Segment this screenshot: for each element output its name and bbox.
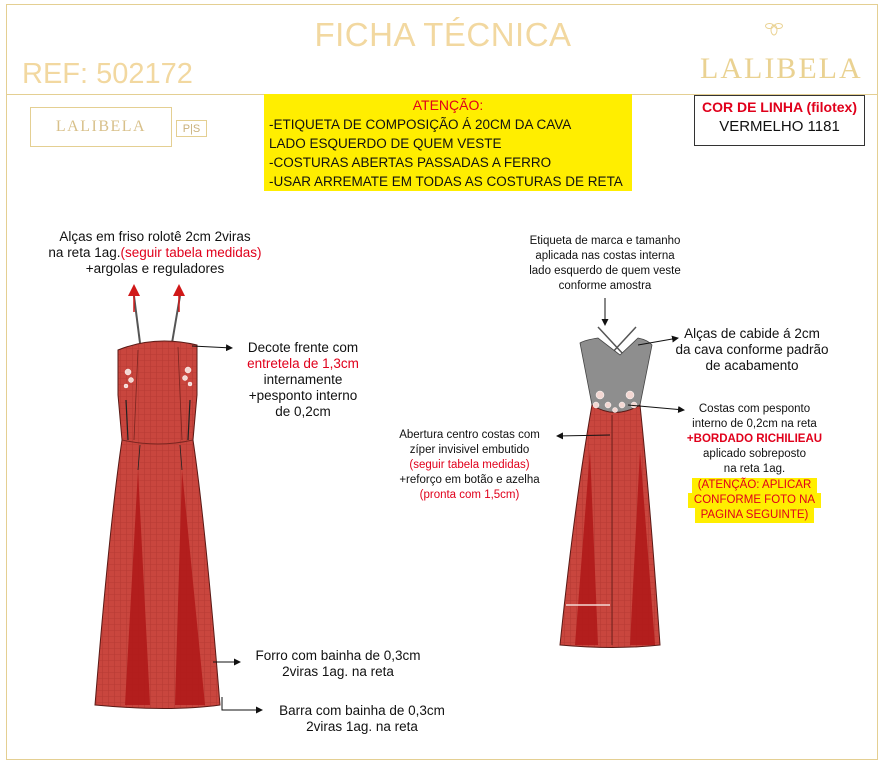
note-line: interno de 0,2cm na reta <box>692 418 817 430</box>
lining-note <box>238 648 438 680</box>
note-highlight: +BORDADO RICHILIEAU <box>686 433 823 445</box>
note-line: +reforço em botão e azelha <box>399 474 540 486</box>
note-line: Alças em friso rolotê 2cm 2viras <box>59 229 251 244</box>
warning-line: CONFORME FOTO NA <box>688 493 821 508</box>
note-line: Decote frente com <box>247 340 359 355</box>
attention-line: -USAR ARREMATE EM TODAS AS COSTURAS DE RETA <box>269 174 623 189</box>
note-line: internamente <box>263 372 343 387</box>
thread-color-value: VERMELHO 1181 <box>719 118 840 135</box>
note-line: Etiqueta de marca e tamanho <box>529 235 681 247</box>
note-line: Abertura centro costas com <box>399 429 540 441</box>
note-line: de acabamento <box>705 358 799 373</box>
note-line: Barra com bainha de 0,3cm <box>279 703 445 718</box>
attention-line: -COSTURAS ABERTAS PASSADAS A FERRO <box>269 155 552 170</box>
warning-line: (ATENÇÃO: APLICAR <box>692 478 818 493</box>
note-line: Costas com pesponto <box>698 403 811 415</box>
thread-color-title: COR DE LINHA (filotex) <box>701 99 858 115</box>
note-line: aplicado sobreposto <box>703 448 806 460</box>
brand-label-tag: LALIBELA <box>30 107 172 147</box>
page-title: FICHA TÉCNICA <box>314 16 572 53</box>
note-highlight: (seguir tabela medidas) <box>409 459 530 471</box>
note-line: de 0,2cm <box>275 404 331 419</box>
note-line: aplicada nas costas interna <box>535 250 675 262</box>
reference-code: REF: 502172 <box>22 58 193 90</box>
hem-note <box>262 703 462 735</box>
note-line: lado esquerdo de quem veste <box>529 265 681 277</box>
note-line: 2viras 1ag. na reta <box>306 719 418 734</box>
note-line: 2viras 1ag. na reta <box>282 664 394 679</box>
back-dress-drawing <box>560 327 660 648</box>
note-line: zíper invisivel embutido <box>409 444 530 456</box>
note-line: +pesponto interno <box>248 388 358 403</box>
note-highlight: entretela de 1,3cm <box>247 356 359 371</box>
note-line: na reta 1ag. <box>723 463 786 475</box>
back-embroidery-note <box>672 402 837 523</box>
note-highlight: (pronta com 1,5cm) <box>419 489 520 501</box>
warning-line: PAGINA SEGUINTE) <box>695 508 815 523</box>
note-line: da cava conforme padrão <box>675 342 829 357</box>
front-dress-drawing <box>95 290 220 709</box>
brand-logo: LALIBELA <box>700 52 863 85</box>
attention-line: -ETIQUETA DE COMPOSIÇÃO Á 20CM DA CAVA <box>269 117 572 132</box>
attention-heading: ATENÇÃO: <box>412 97 484 113</box>
brand-label-note <box>505 234 705 294</box>
straps-note <box>30 229 280 277</box>
note-highlight: (seguir tabela medidas) <box>120 245 262 260</box>
neckline-note <box>233 340 373 420</box>
hanger-loops-note <box>672 326 832 374</box>
note-line: +argolas e reguladores <box>85 261 225 276</box>
attention-line: LADO ESQUERDO DE QUEM VESTE <box>269 136 502 151</box>
size-label-tag: P|S <box>176 120 207 137</box>
note-line: na reta 1ag. <box>48 245 121 260</box>
note-line: conforme amostra <box>558 280 652 292</box>
note-line: Forro com bainha de 0,3cm <box>255 648 421 663</box>
zipper-note <box>382 428 557 503</box>
note-line: Alças de cabide á 2cm <box>684 326 820 341</box>
